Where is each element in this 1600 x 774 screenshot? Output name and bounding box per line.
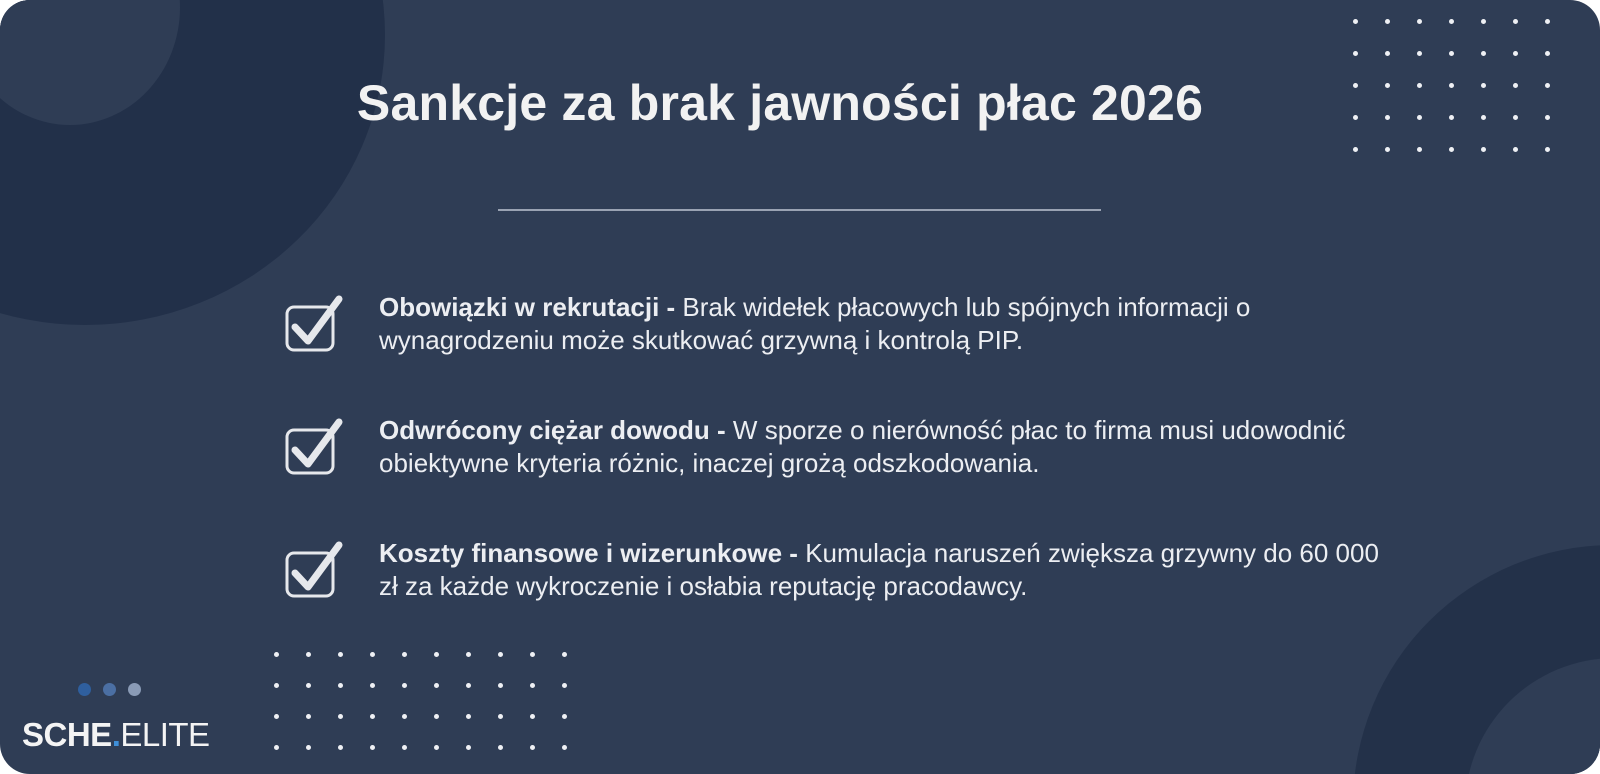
decorative-dot	[1385, 19, 1390, 24]
decorative-dot	[562, 745, 567, 750]
decorative-dot	[1449, 147, 1454, 152]
list-item	[284, 291, 1404, 361]
decorative-dot	[1353, 19, 1358, 24]
decorative-dot	[434, 683, 439, 688]
decorative-dot	[498, 745, 503, 750]
decorative-dot	[402, 745, 407, 750]
decorative-dot	[466, 714, 471, 719]
decorative-dot	[306, 745, 311, 750]
decorative-dot	[498, 683, 503, 688]
decorative-dot	[1417, 147, 1422, 152]
decorative-dot	[1385, 147, 1390, 152]
item-description: W sporze o nierówność płac to firma musi udowodnić obiektywne kryteria różnic, inaczej grożą odszkodowania.	[379, 415, 1346, 478]
decorative-dot	[562, 652, 567, 657]
checkbox-icon	[284, 541, 344, 599]
decorative-dot	[1353, 51, 1358, 56]
decorative-dot	[370, 683, 375, 688]
item-heading: Odwrócony ciężar dowodu -	[379, 415, 726, 445]
decorative-dot	[466, 652, 471, 657]
decorative-dot	[1545, 51, 1550, 56]
item-text	[379, 414, 1399, 480]
decorative-dot	[1545, 19, 1550, 24]
decorative-dot	[434, 745, 439, 750]
decorative-dot	[274, 714, 279, 719]
decorative-dot	[370, 745, 375, 750]
page-title: Sankcje za brak jawności płac 2026	[356, 75, 1204, 131]
item-description: Kumulacja naruszeń zwiększa grzywny do 60 000 zł za każde wykroczenie i osłabia reputację pracodawcy.	[379, 538, 1379, 601]
decorative-dot	[306, 683, 311, 688]
decorative-dot	[274, 683, 279, 688]
decorative-dot	[370, 714, 375, 719]
decorative-dot	[338, 714, 343, 719]
decorative-dot	[1353, 147, 1358, 152]
logo-dot	[103, 683, 116, 696]
decorative-dot	[466, 745, 471, 750]
decorative-dot	[434, 714, 439, 719]
decorative-dot	[562, 683, 567, 688]
list-item	[284, 537, 1404, 607]
checkbox-icon	[284, 418, 344, 476]
decorative-dot	[498, 652, 503, 657]
decorative-dot	[1417, 51, 1422, 56]
logo-dot	[128, 683, 141, 696]
decorative-dot	[1545, 147, 1550, 152]
decorative-dot	[1449, 51, 1454, 56]
item-description: Brak widełek płacowych lub spójnych informacji o wynagrodzeniu może skutkować grzywną i kontrolą PIP.	[379, 292, 1251, 355]
decorative-dot	[338, 745, 343, 750]
decorative-dot	[338, 652, 343, 657]
decorative-dot	[530, 652, 535, 657]
logo-dot	[78, 683, 91, 696]
decorative-dot	[274, 745, 279, 750]
decorative-dot	[402, 714, 407, 719]
decorative-dot	[1481, 51, 1486, 56]
item-text	[379, 291, 1399, 357]
list-item	[284, 414, 1404, 484]
logo: SCHE.ELITE	[22, 716, 210, 753]
decorative-dot	[1481, 147, 1486, 152]
decorative-dot	[1417, 19, 1422, 24]
decorative-dot	[1513, 51, 1518, 56]
decorative-dot	[530, 683, 535, 688]
decorative-dot	[562, 714, 567, 719]
title-divider	[498, 209, 1101, 211]
decorative-dot	[1449, 19, 1454, 24]
decorative-dot	[274, 652, 279, 657]
decorative-dot	[530, 714, 535, 719]
decorative-dot	[306, 714, 311, 719]
item-heading: Obowiązki w rekrutacji -	[379, 292, 676, 322]
decorative-dot	[466, 683, 471, 688]
decorative-dot	[402, 652, 407, 657]
decorative-dot	[1513, 19, 1518, 24]
decorative-dot	[498, 714, 503, 719]
decorative-dot	[1513, 147, 1518, 152]
decorative-dot	[306, 652, 311, 657]
decorative-dot	[1385, 51, 1390, 56]
decorative-dot	[434, 652, 439, 657]
decorative-dot	[530, 745, 535, 750]
decorative-dot	[338, 683, 343, 688]
item-heading: Koszty finansowe i wizerunkowe -	[379, 538, 798, 568]
decorative-dot	[370, 652, 375, 657]
checkbox-icon	[284, 295, 344, 353]
item-text	[379, 537, 1399, 603]
decorative-dot	[1481, 19, 1486, 24]
decorative-dot	[402, 683, 407, 688]
